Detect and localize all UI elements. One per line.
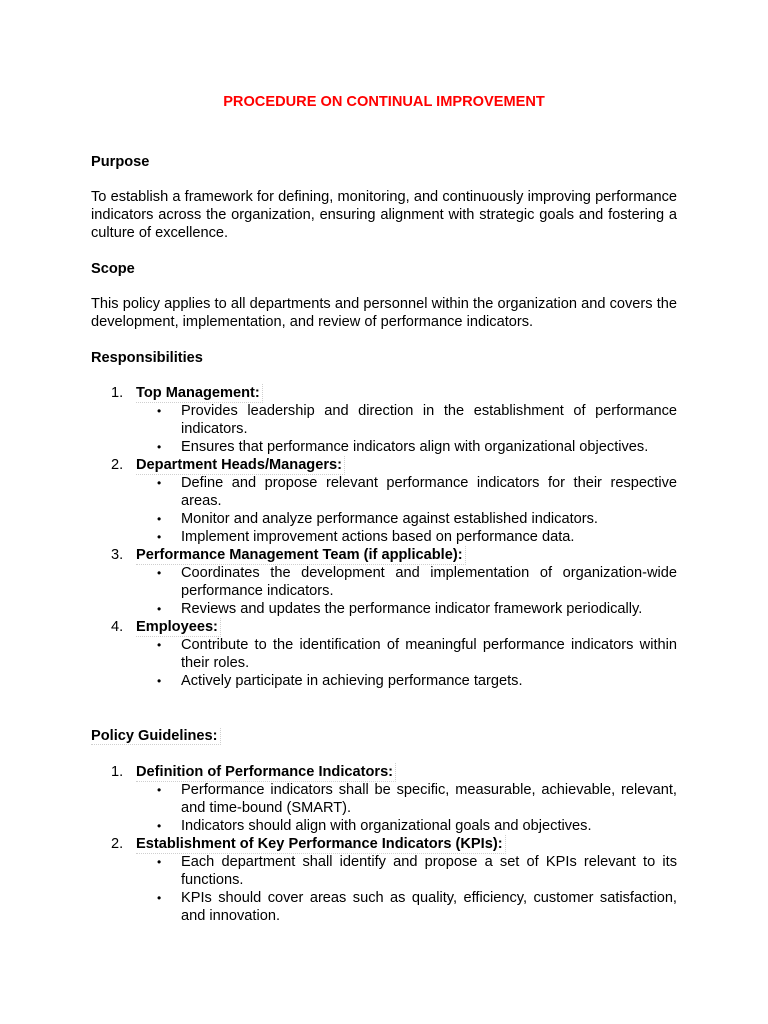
purpose-heading: Purpose bbox=[91, 154, 150, 170]
item-number: 1. bbox=[111, 764, 124, 780]
item-title: Performance Management Team (if applicable): bbox=[136, 546, 466, 565]
bullet-item: • Actively participate in achieving performance targets. bbox=[157, 673, 523, 689]
bullet-item: • Coordinates the development and implementation of organization-wide performance indicators. bbox=[157, 565, 677, 599]
bullet-item: • Performance indicators shall be specific, measurable, achievable, relevant, and time-bound (SMART). bbox=[157, 782, 677, 816]
bullet-item: • Reviews and updates the performance indicator framework periodically. bbox=[157, 601, 643, 617]
bullet-icon: • bbox=[157, 566, 162, 580]
bullet-item: • Contribute to the identification of meaningful performance indicators within their roles. bbox=[157, 637, 677, 671]
responsibilities-heading: Responsibilities bbox=[91, 350, 203, 366]
item-number: 1. bbox=[111, 385, 124, 401]
purpose-text: To establish a framework for defining, monitoring, and continuously improving performance indicators across the organization, ensuring alignment with strategic goals and fostering a culture of excellence. bbox=[91, 189, 677, 241]
bullet-icon: • bbox=[157, 891, 162, 905]
item-title: Establishment of Key Performance Indicators (KPIs): bbox=[136, 835, 506, 854]
bullet-item: • Indicators should align with organizational goals and objectives. bbox=[157, 818, 592, 834]
item-number: 2. bbox=[111, 457, 124, 473]
bullet-icon: • bbox=[157, 530, 162, 544]
bullet-icon: • bbox=[157, 638, 162, 652]
bullet-item: • Provides leadership and direction in the establishment of performance indicators. bbox=[157, 403, 677, 437]
policy-guidelines-heading: Policy Guidelines: bbox=[91, 727, 221, 745]
bullet-icon: • bbox=[157, 819, 162, 833]
item-number: 4. bbox=[111, 619, 124, 635]
bullet-icon: • bbox=[157, 404, 162, 418]
list-item bbox=[91, 456, 677, 546]
bullet-icon: • bbox=[157, 440, 162, 454]
bullet-item: • KPIs should cover areas such as quality, efficiency, customer satisfaction, and innovation. bbox=[157, 890, 677, 924]
item-title: Department Heads/Managers: bbox=[136, 456, 345, 475]
list-item bbox=[91, 546, 677, 618]
list-item bbox=[91, 835, 677, 925]
scope-text: This policy applies to all departments and personnel within the organization and covers the development, implementation, and review of performance indicators. bbox=[91, 296, 677, 330]
bullet-icon: • bbox=[157, 512, 162, 526]
item-title: Definition of Performance Indicators: bbox=[136, 763, 396, 782]
list-item bbox=[91, 618, 677, 690]
bullet-item: • Implement improvement actions based on performance data. bbox=[157, 529, 575, 545]
list-item bbox=[91, 384, 677, 456]
document-title: PROCEDURE ON CONTINUAL IMPROVEMENT bbox=[223, 94, 545, 110]
item-number: 3. bbox=[111, 547, 124, 563]
bullet-icon: • bbox=[157, 855, 162, 869]
bullet-item: • Monitor and analyze performance against established indicators. bbox=[157, 511, 598, 527]
bullet-item: • Ensures that performance indicators align with organizational objectives. bbox=[157, 439, 649, 455]
bullet-icon: • bbox=[157, 476, 162, 490]
item-title: Top Management: bbox=[136, 384, 263, 403]
item-title: Employees: bbox=[136, 618, 221, 637]
bullet-item: • Define and propose relevant performance indicators for their respective areas. bbox=[157, 475, 677, 509]
bullet-icon: • bbox=[157, 674, 162, 688]
responsibilities-list bbox=[91, 384, 677, 690]
bullet-icon: • bbox=[157, 783, 162, 797]
guidelines-list bbox=[91, 763, 677, 925]
list-item bbox=[91, 763, 677, 835]
item-number: 2. bbox=[111, 836, 124, 852]
scope-heading: Scope bbox=[91, 261, 135, 277]
bullet-icon: • bbox=[157, 602, 162, 616]
bullet-item: • Each department shall identify and propose a set of KPIs relevant to its functions. bbox=[157, 854, 677, 888]
